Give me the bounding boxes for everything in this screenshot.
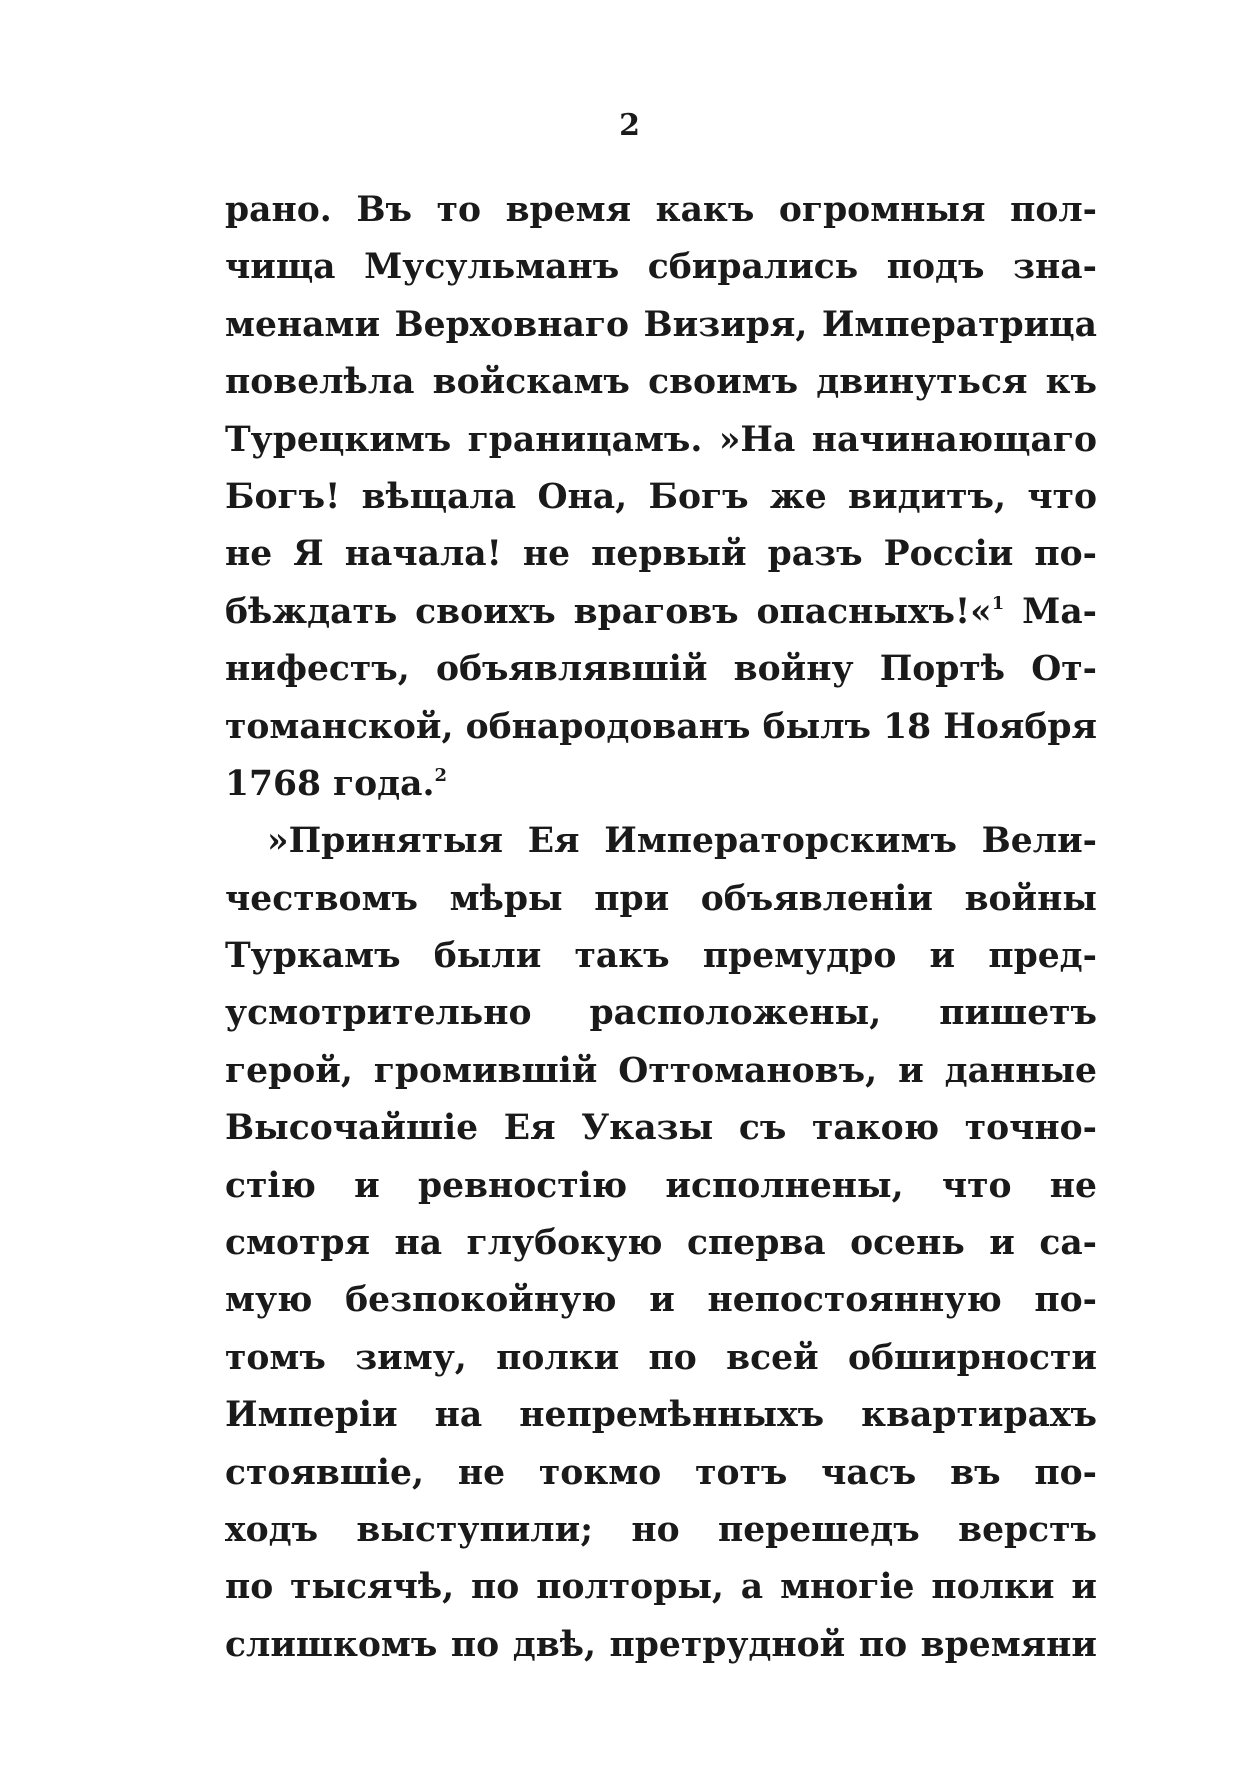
text-line [225,1617,1097,1674]
text-line [225,1330,1097,1387]
body-text [225,182,1097,1674]
text-line [225,699,1097,756]
line-text: нифестъ, объявлявшій войну Портѣ От- [225,649,1097,690]
text-line [225,756,1097,813]
line-text: томанской, обнародованъ былъ 18 Ноября [225,706,1097,747]
line-text: слишкомъ по двѣ, претрудной по времяни [225,1624,1097,1665]
line-text: Турецкимъ границамъ. »На начинающаго [225,419,1097,460]
line-text: томъ зиму, полки по всей обширности [225,1337,1097,1378]
text-line [225,182,1097,239]
page-number: 2 [619,108,640,143]
line-text: Высочайшіе Ея Указы съ такою точно- [225,1108,1097,1149]
line-text: рано. Въ то время какъ огромныя пол- [225,190,1097,230]
text-line [225,1272,1097,1329]
text-line [225,1559,1097,1616]
line-text: Богъ! вѣщала Она, Богъ же видитъ, что [225,476,1097,517]
line-text: »Принятыя Ея Императорскимъ Вели- [267,821,1097,862]
text-line [225,1158,1097,1215]
line-text: стоявшіе, не токмо тотъ часъ въ по- [225,1452,1097,1493]
text-line [225,1445,1097,1502]
text-line [225,1215,1097,1272]
text-line [225,928,1097,985]
text-line [225,239,1097,296]
text-line [225,1100,1097,1157]
line-text: не Я начала! не первый разъ Россіи по- [225,534,1097,575]
text-line [225,526,1097,583]
line-text: Туркамъ были такъ премудро и пред- [225,936,1097,977]
text-line [225,1502,1097,1559]
footnote-marker: 2 [434,764,448,786]
line-text: менами Верховнаго Визиря, Императрица [225,304,1097,345]
line-text: чествомъ мѣры при объявленіи войны [225,878,1097,919]
text-line [225,584,1097,641]
line-text: чища Мусульманъ сбирались подъ зна- [225,247,1097,288]
line-text: Ма- [1022,591,1097,632]
line-text: мую безпокойную и непостоянную по- [225,1280,1097,1321]
text-line [225,985,1097,1042]
footnote-marker: 1 [991,592,1005,614]
text-line [225,297,1097,354]
text-line [225,871,1097,928]
text-line [225,1387,1097,1444]
line-text: усмотрительно расположены, пишетъ [225,993,1097,1034]
line-text: смотря на глубокую сперва осень и са- [225,1223,1097,1264]
line-text: бѣждать своихъ враговъ опасныхъ!« [225,591,992,632]
text-line [225,813,1097,870]
line-text: стію и ревностію исполнены, что не [225,1165,1097,1206]
text-line [225,354,1097,411]
line-text: герой, громившій Оттомановъ, и данные [225,1050,1097,1091]
line-text: Имперіи на непремѣнныхъ квартирахъ [225,1395,1097,1436]
text-line [225,1043,1097,1100]
text-line [225,469,1097,526]
line-text: повелѣла войскамъ своимъ двинуться къ [225,362,1097,403]
text-line [225,641,1097,698]
line-text: по тысячѣ, по полторы, а многіе полки и [225,1567,1097,1608]
text-line [225,412,1097,469]
line-text: ходъ выступили; но перешедъ верстъ [225,1509,1097,1550]
line-text: 1768 года. [225,763,435,804]
